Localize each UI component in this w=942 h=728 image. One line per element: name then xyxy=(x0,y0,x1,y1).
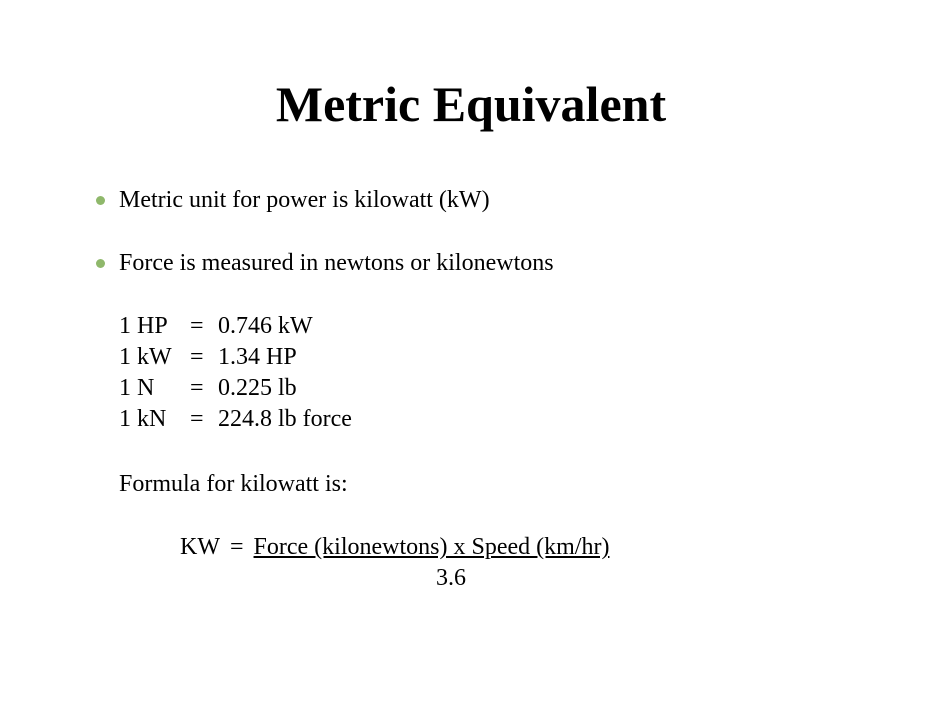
equals-sign: = xyxy=(190,313,204,339)
equals-sign: = xyxy=(190,375,204,401)
equivalent-lhs: 1 N xyxy=(119,375,155,401)
equals-sign: = xyxy=(190,406,204,432)
bullet-item-power-unit xyxy=(96,183,490,217)
equivalent-lhs: 1 kN xyxy=(119,406,167,432)
formula-label: Formula for kilowatt is: xyxy=(119,471,348,497)
equivalent-rhs: 0.746 kW xyxy=(218,313,313,339)
bullet-icon xyxy=(96,196,105,205)
equivalents-list xyxy=(119,311,352,435)
equivalent-row xyxy=(119,404,352,435)
bullet-icon xyxy=(96,259,105,268)
bullet-item-force-unit xyxy=(96,246,554,280)
equivalent-row xyxy=(119,342,352,373)
formula-lhs: KW xyxy=(180,534,220,560)
formula-denominator: 3.6 xyxy=(436,565,466,591)
equivalent-rhs: 224.8 lb force xyxy=(218,406,352,432)
bullet-text: Metric unit for power is kilowatt (kW) xyxy=(119,187,490,213)
slide-title: Metric Equivalent xyxy=(275,76,667,132)
equivalent-row xyxy=(119,373,352,404)
equals-sign: = xyxy=(190,344,204,370)
equivalent-rhs: 0.225 lb xyxy=(218,375,297,401)
equivalent-lhs: 1 HP xyxy=(119,313,168,339)
formula-equals-sign: = xyxy=(229,534,244,560)
equivalent-lhs: 1 kW xyxy=(119,344,172,370)
equivalent-row xyxy=(119,311,352,342)
bullet-text: Force is measured in newtons or kilonewtons xyxy=(119,250,554,276)
equivalent-rhs: 1.34 HP xyxy=(218,344,297,370)
formula xyxy=(180,530,609,564)
formula-numerator: Force (kilonewtons) x Speed (km/hr) xyxy=(253,534,610,560)
